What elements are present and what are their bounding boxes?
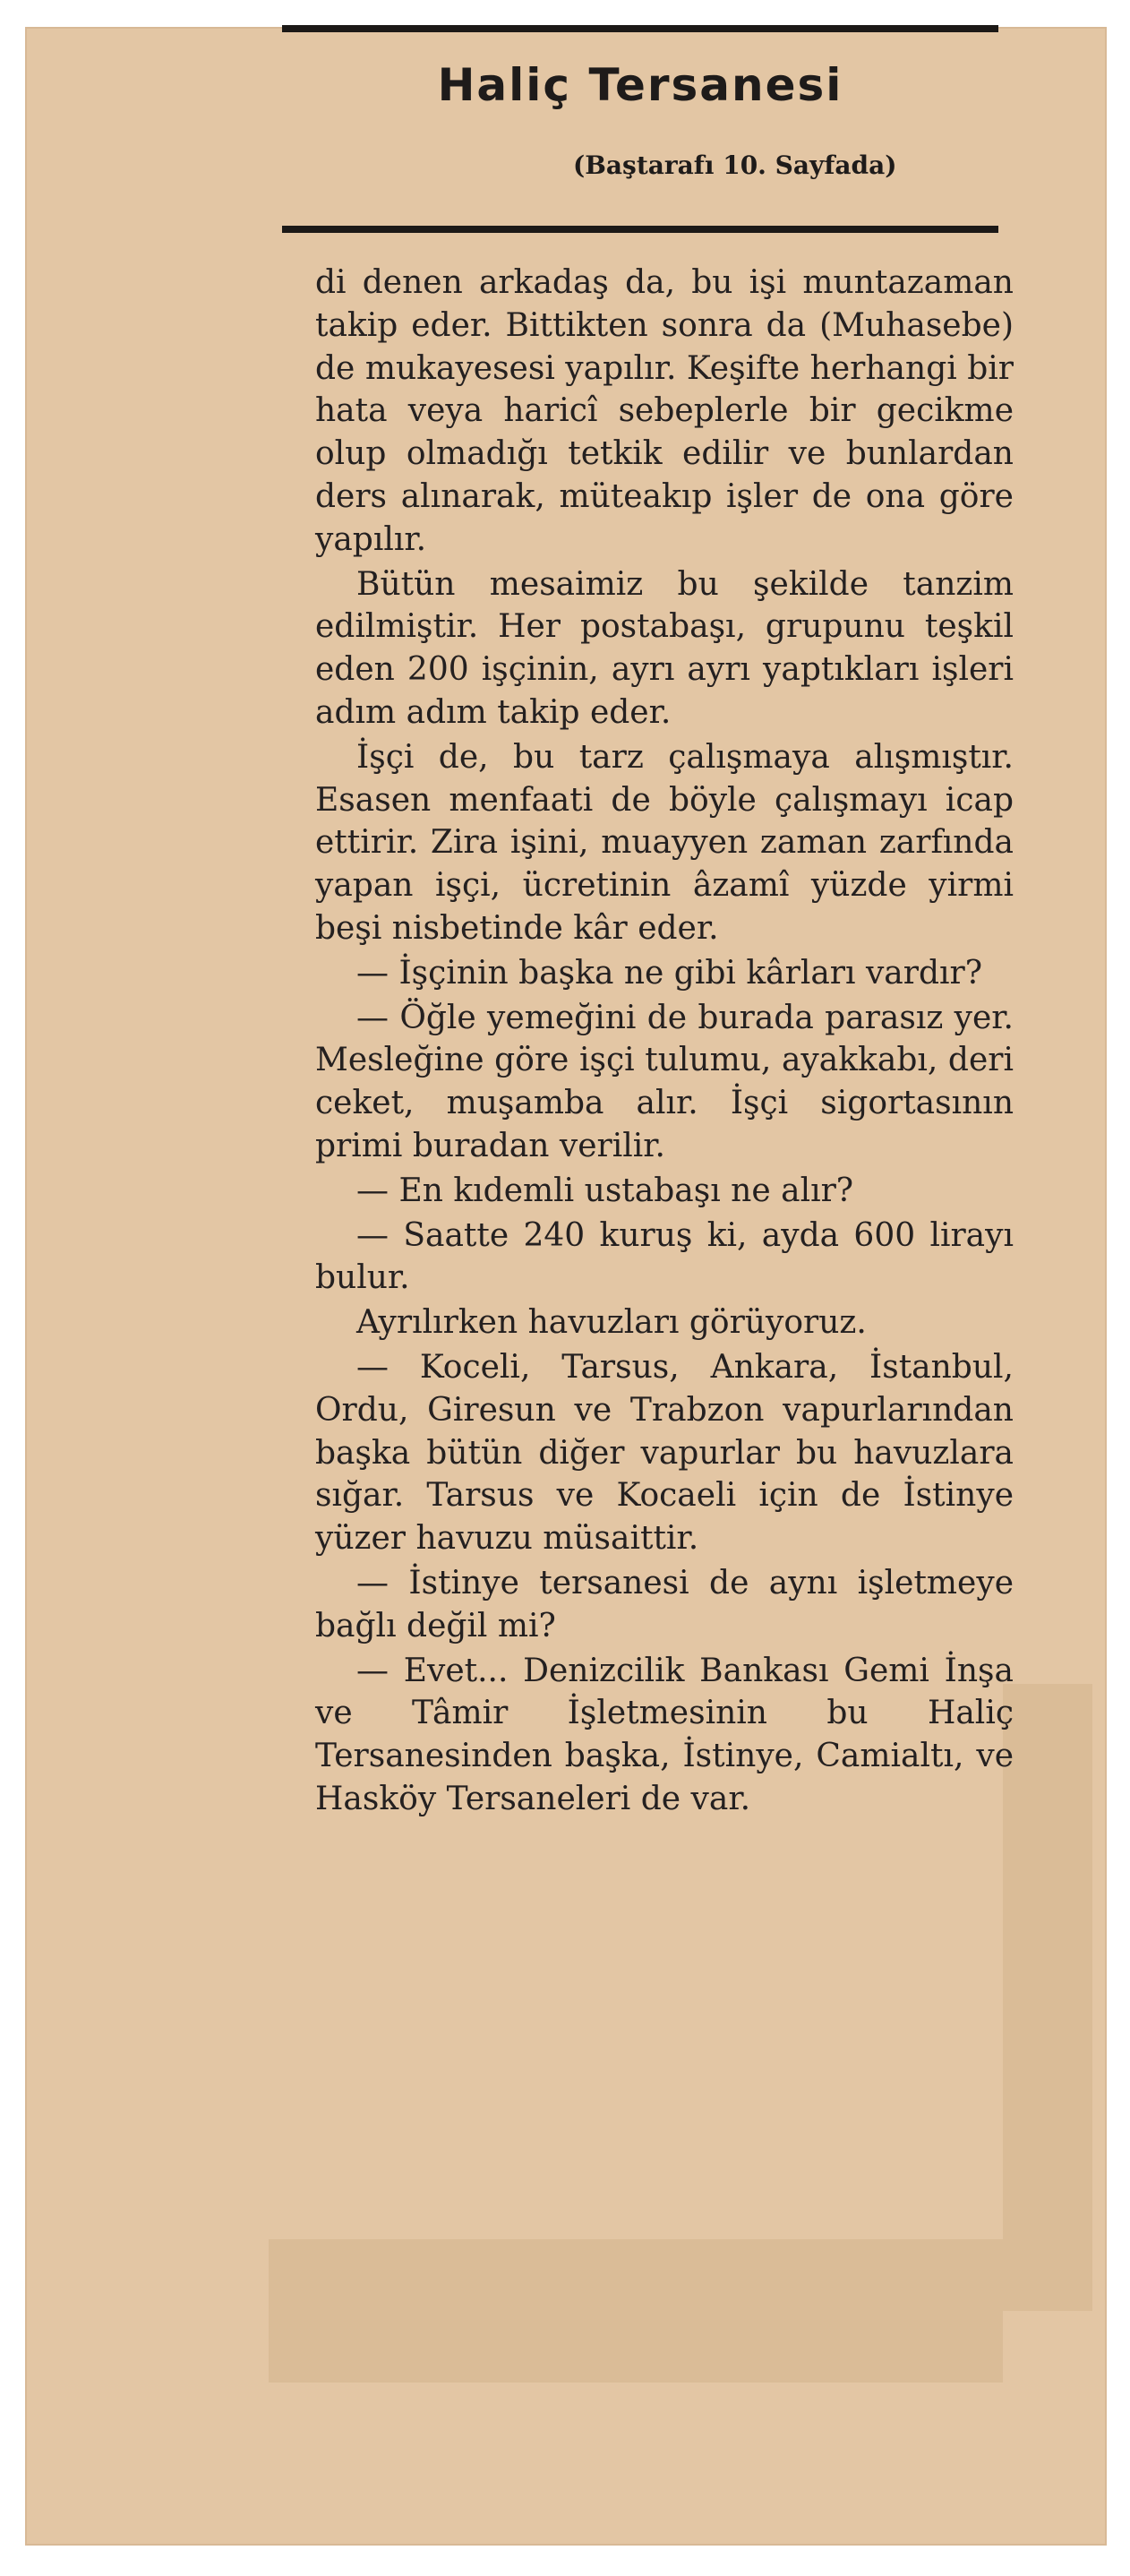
article-question: — İstinye tersanesi de aynı işletmeye bağlı değil mi? xyxy=(315,1564,1014,1644)
paper-stain xyxy=(269,2239,1003,2383)
article-paragraph: İşçi de, bu tarz çalışmaya alışmıştır. Esasen menfaati de böyle çalışmayı icap ettirir. Zira işini, muayyen zaman zarfında yapan işçi, ücretinin âzamî yüzde yirmi beşi nisbetinde kâr eder. xyxy=(315,738,1014,947)
article-headline: Haliç Tersanesi xyxy=(437,59,843,111)
article-paragraph: di denen arkadaş da, bu işi muntazaman takip eder. Bittikten sonra da (Muhasebe) de mukayesesi yapılır. Keşifte herhangi bir hata veya haricî sebeplerle bir gecikme olup olmadığı tetkik edilir ve bunlardan ders alınarak, müteakıp işler de ona göre yapılır. xyxy=(315,264,1014,558)
article-answer: — Koceli, Tarsus, Ankara, İstanbul, Ordu, Giresun ve Trabzon vapurlarından başka bütün diğer vapurlar bu havuzlara sığar. Tarsus ve Kocaeli için de İstinye yüzer havuzu müsaittir. xyxy=(315,1348,1014,1558)
article-question: — En kıdemli ustabaşı ne alır? xyxy=(356,1172,854,1209)
article-answer: — Saatte 240 kuruş ki, ayda 600 lirayı bulur. xyxy=(315,1216,1014,1297)
article-paragraph: Bütün mesaimiz bu şekilde tanzim edilmiştir. Her postabaşı, grupunu teşkil eden 200 işçinin, ayrı ayrı yaptıkları işleri adım adım takip eder. xyxy=(315,565,1014,731)
article-paragraph: Ayrılırken havuzları görüyoruz. xyxy=(356,1304,867,1342)
continued-from-note: (Baştarafı 10. Sayfada) xyxy=(573,150,897,180)
header-top-rule xyxy=(282,25,998,32)
paper-stain xyxy=(1003,1684,1092,2311)
article-body xyxy=(315,262,1014,1823)
article-answer: — Öğle yemeğini de burada parasız yer. Mesleğine göre işçi tulumu, ayakkabı, deri ceket, muşamba alır. İşçi sigortasının primi buradan verilir. xyxy=(315,999,1014,1164)
header-bottom-rule xyxy=(282,226,998,233)
article-question: — İşçinin başka ne gibi kârları vardır? xyxy=(356,954,983,992)
article-answer: — Evet... Denizcilik Bankası Gemi İnşa ve Tâmir İşletmesinin bu Haliç Tersanesinden başka, İstinye, Camialtı, ve Hasköy Tersaneleri de var. xyxy=(315,1652,1014,1817)
